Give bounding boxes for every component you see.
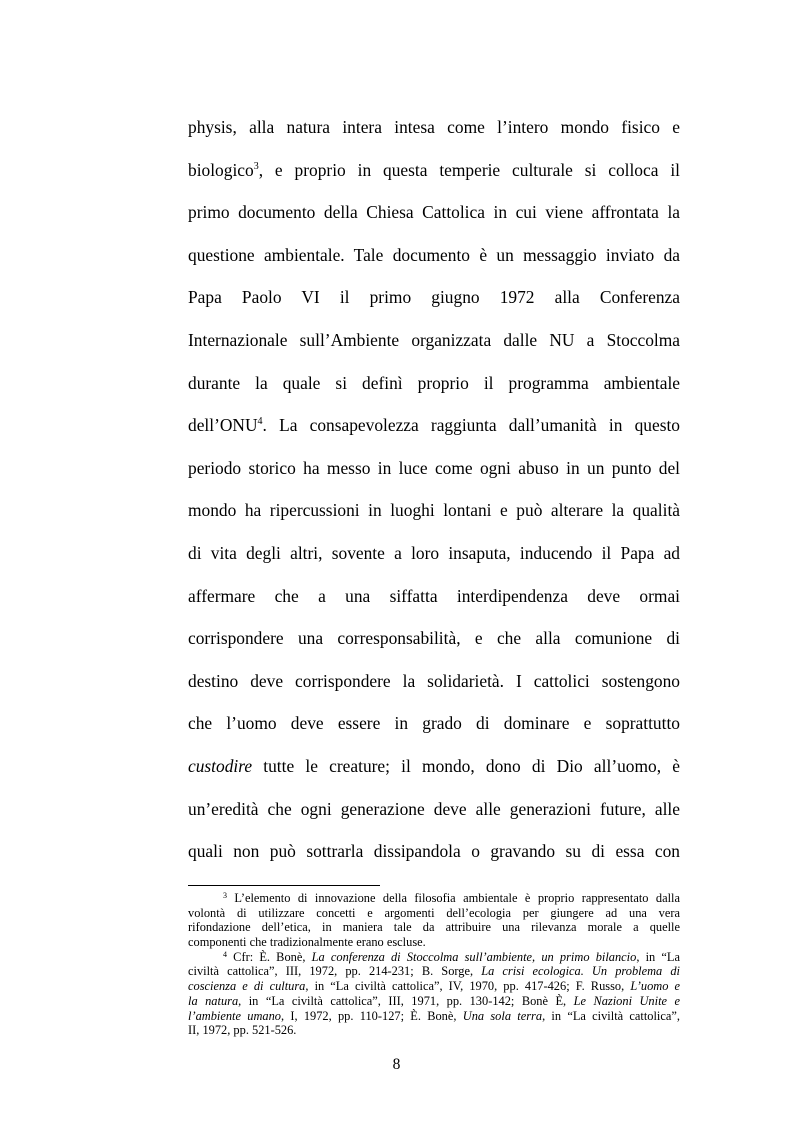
body-line: affermare che a una siffatta interdipendenza deve ormai [188,585,680,606]
body-line: questione ambientale. Tale documento è un messaggio inviato da [188,244,680,265]
body-line: Internazionale sull’Ambiente organizzata dalle NU a Stoccolma [188,329,680,350]
footnote-3-line: componenti che tradizionalmente erano escluse. [188,935,426,950]
footnote-3-line: volontà di utilizzare concetti e argomenti dell’ecologia per giungere ad una vera [188,905,680,920]
footnote-4-line: l’ambiente umano, I, 1972, pp. 110-127; È. Bonè, Una sola terra, in “La civiltà cattolica”, [188,1008,680,1023]
footnotes [188,891,680,1038]
body-line: quali non può sottrarla dissipandola o gravando su di essa con [188,841,680,862]
footnote-marker: 3 [223,891,227,900]
footnote-marker: 4 [223,949,227,959]
body-line: primo documento della Chiesa Cattolica in cui viene affrontata la [188,202,680,223]
body-line: corrispondere una corresponsabilità, e che alla comunione di [188,628,680,649]
footnote-ref: 3 [253,160,259,172]
footnote-4-line: coscienza e di cultura, in “La civiltà cattolica”, IV, 1970, pp. 417-426; F. Russo, L’uomo e [188,979,680,994]
body-line: che l’uomo deve essere in grado di dominare e soprattutto [188,713,680,734]
footnote-4-line: la natura, in “La civiltà cattolica”, III, 1971, pp. 130-142; Bonè È, Le Nazioni Unite e [188,993,680,1008]
footnote-4-line: II, 1972, pp. 521-526. [188,1023,297,1038]
body-line: durante la quale si definì proprio il programma ambientale [188,372,680,393]
page-number: 8 [392,1056,401,1073]
body-line: destino deve corrispondere la solidarietà. I cattolici sostengono [188,670,680,691]
body-text [188,106,680,873]
body-line: di vita degli altri, sovente a loro insaputa, inducendo il Papa ad [188,542,680,563]
body-line: biologico$^3$, e proprio in questa temperie culturale si colloca il [188,159,680,180]
body-line: custodire tutte le creature; il mondo, dono di Dio all’uomo, è [188,755,680,776]
body-line: mondo ha ripercussioni in luoghi lontani e può alterare la qualità [188,500,680,521]
body-line: Papa Paolo VI il primo giugno 1972 alla Conferenza [188,287,680,308]
footnote-separator [188,885,380,886]
footnote-4-line: civiltà cattolica”, III, 1972, pp. 214-231; B. Sorge, La crisi ecologica. Un problema di [188,964,680,979]
body-line: physis, alla natura intera intesa come l’intero mondo fisico e [188,117,680,137]
footnote-4-line: $^4$ Cfr: È. Bonè, La conferenza di Stoccolma sull’ambiente, un primo bilancio, in “La [223,949,681,964]
emphasis: custodire [188,755,253,776]
footnote-3-line: $^3$ L’elemento di innovazione della filosofia ambientale è proprio rappresentato dalla [223,891,680,905]
footnote-3-line: rifondazione dell’etica, in maniera tale da attribuire una rilevanza morale a quelle [188,920,680,935]
body-line: periodo storico ha messo in luce come ogni abuso in un punto del [188,457,680,478]
footnote-ref: 4 [257,416,263,428]
body-line: un’eredità che ogni generazione deve alle generazioni future, alle [188,798,680,819]
body-line: dell’ONU$^4$. La consapevolezza raggiunta dall’umanità in questo [188,415,680,436]
